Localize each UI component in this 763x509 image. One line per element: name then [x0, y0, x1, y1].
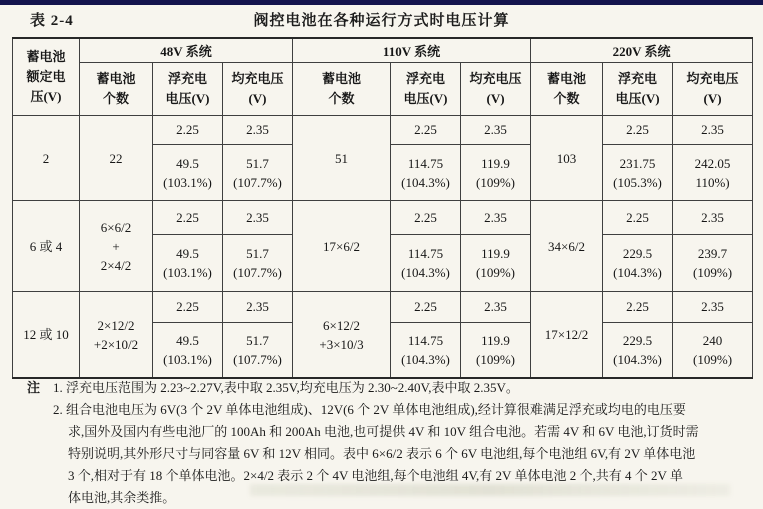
title-bar: [0, 9, 763, 33]
voltage-percent: (109%): [693, 265, 733, 280]
cell-voltage-per-unit: 2.35: [673, 201, 752, 235]
float-voltage-cell-110v: [391, 201, 461, 292]
rated-voltage-value: 2: [42, 150, 50, 166]
float-voltage-cell-48v: [153, 292, 223, 379]
battery-count-line: 2×12/2: [97, 317, 135, 333]
equalize-voltage-cell-110v: [461, 292, 531, 379]
subheader-equalize-110v: [461, 63, 531, 116]
total-voltage: [153, 235, 222, 291]
total-voltage-value: 240: [702, 333, 723, 348]
cell-voltage-per-unit: 2.25: [153, 201, 222, 235]
subheader-line: (V): [703, 91, 722, 106]
voltage-percent: (104.3%): [401, 352, 450, 367]
subheader-equalize-48v: [223, 63, 293, 116]
voltage-percent: (103.1%): [163, 352, 212, 367]
battery-count-cell-220v: [531, 116, 603, 201]
battery-count-cell-220v: [531, 292, 603, 379]
table-row: [13, 292, 753, 379]
equalize-voltage-cell-110v: [461, 201, 531, 292]
cell-voltage-per-unit: 2.25: [391, 292, 460, 323]
voltage-percent: (103.1%): [163, 265, 212, 280]
cell-voltage-per-unit: 2.35: [223, 201, 292, 235]
cell-voltage-per-unit: 2.35: [223, 116, 292, 145]
page-showthrough-artifact: [250, 484, 730, 496]
corner-header-rated-voltage: [13, 38, 80, 116]
total-voltage-value: 242.05: [694, 155, 731, 171]
table-number-label: 表 2-4: [30, 13, 74, 29]
battery-count-cell-48v: [80, 292, 153, 379]
rated-voltage-cell: [13, 201, 80, 292]
subheader-line: 个数: [102, 91, 129, 106]
rated-voltage-cell: [13, 116, 80, 201]
subheader-float-48v: [153, 63, 223, 116]
total-voltage-value: 229.5: [622, 333, 653, 348]
subheader-line: 个数: [553, 91, 580, 106]
voltage-percent: 110%): [695, 174, 730, 190]
total-voltage-value: 49.5: [176, 333, 199, 348]
cell-voltage-per-unit: 2.35: [461, 292, 530, 323]
subheader-line: 蓄电池: [96, 71, 136, 86]
battery-count-cell-48v: [80, 116, 153, 201]
voltage-percent: (104.3%): [401, 265, 450, 280]
subheader-line: 个数: [328, 91, 355, 106]
battery-count-cell-220v: [531, 201, 603, 292]
cell-voltage-per-unit: 2.35: [223, 292, 292, 323]
total-voltage-value: 114.75: [407, 246, 444, 261]
voltage-percent: (103.1%): [163, 174, 212, 190]
battery-count-cell-110v: [293, 116, 391, 201]
battery-count-cell-110v: [293, 201, 391, 292]
total-voltage: [391, 145, 460, 200]
voltage-percent: (107.7%): [233, 265, 282, 280]
page-title: 阀控电池在各种运行方式时电压计算: [253, 13, 510, 29]
voltage-percent: (104.3%): [401, 174, 450, 190]
subheader-line: 电压(V): [403, 91, 448, 106]
battery-count-value: 103: [556, 150, 577, 166]
battery-count-value: 34×6/2: [548, 238, 585, 254]
voltage-percent: (109%): [476, 265, 515, 280]
battery-count-value: 22: [109, 150, 123, 166]
cell-voltage-per-unit: 2.35: [673, 292, 752, 323]
battery-count-line: +: [112, 238, 120, 254]
subheader-float-220v: [603, 63, 673, 116]
group-header-220v: 220V 系统: [531, 38, 753, 63]
total-voltage: [673, 235, 752, 291]
subheader-line: 电压(V): [615, 91, 660, 106]
rated-voltage-cell: [13, 292, 80, 379]
float-voltage-cell-110v: [391, 116, 461, 201]
corner-line: 额定电: [26, 69, 66, 84]
subheader-line: 蓄电池: [547, 71, 587, 86]
total-voltage: [153, 145, 222, 200]
equalize-voltage-cell-48v: [223, 292, 293, 379]
battery-count-cell-110v: [293, 292, 391, 379]
battery-count-value: 17×6/2: [323, 238, 360, 254]
voltage-percent: (104.3%): [613, 352, 662, 367]
subheader-float-110v: [391, 63, 461, 116]
total-voltage-value: 114.75: [407, 155, 444, 171]
subheader-count-48v: [80, 63, 153, 116]
cell-voltage-per-unit: 2.35: [461, 116, 530, 145]
equalize-voltage-cell-220v: [673, 201, 753, 292]
float-voltage-cell-220v: [603, 292, 673, 379]
cell-voltage-per-unit: 2.25: [603, 116, 672, 145]
note-line: 求,国外及国内有些电池厂的 100Ah 和 200Ah 电池,也可提供 4V 和 10V 组合电池。若需 4V 和 6V 电池,订货时需: [68, 424, 699, 439]
group-header-110v: 110V 系统: [293, 38, 531, 63]
total-voltage: [673, 145, 752, 200]
battery-count-value: 17×12/2: [544, 327, 589, 342]
battery-count-cell-48v: [80, 201, 153, 292]
cell-voltage-per-unit: 2.25: [153, 116, 222, 145]
subheader-line: 蓄电池: [321, 71, 361, 86]
group-header-48v: 48V 系统: [80, 38, 293, 63]
cell-voltage-per-unit: 2.25: [603, 292, 672, 323]
total-voltage: [153, 323, 222, 377]
equalize-voltage-cell-220v: [673, 116, 753, 201]
total-voltage-value: 119.9: [481, 333, 510, 348]
total-voltage-value: 114.75: [407, 333, 444, 348]
corner-line: 压(V): [30, 89, 62, 104]
total-voltage: [461, 235, 530, 291]
battery-count-value: 51: [335, 150, 348, 166]
float-voltage-cell-48v: [153, 116, 223, 201]
total-voltage-value: 49.5: [176, 155, 199, 171]
total-voltage-value: 51.7: [246, 155, 269, 171]
battery-count-line: +3×10/3: [319, 336, 364, 352]
total-voltage: [461, 145, 530, 200]
note-line: 2. 组合电池电压为 6V(3 个 2V 单体电池组成)、12V(6 个 2V 单体电池组成),经计算很难满足浮充或均电的电压要: [53, 402, 686, 417]
cell-voltage-per-unit: 2.25: [603, 201, 672, 235]
voltage-table: [12, 37, 753, 379]
float-voltage-cell-220v: [603, 116, 673, 201]
subheader-count-220v: [531, 63, 603, 116]
total-voltage: [603, 145, 672, 200]
subheader-line: 浮充电: [618, 71, 658, 86]
total-voltage: [461, 323, 530, 377]
table-row: [13, 201, 753, 292]
note-line: 特别说明,其外形尺寸与同容量 6V 和 12V 相同。表中 6×6/2 表示 6 个 6V 电池组,每个电池组 6V,有 2V 单体电池: [68, 446, 696, 461]
equalize-voltage-cell-48v: [223, 201, 293, 292]
corner-line: 蓄电池: [26, 49, 66, 64]
total-voltage-value: 239.7: [697, 246, 728, 261]
total-voltage-value: 229.5: [622, 246, 653, 261]
rated-voltage-value: 12 或 10: [23, 327, 69, 342]
cell-voltage-per-unit: 2.25: [153, 292, 222, 323]
subheader-line: (V): [486, 91, 505, 106]
total-voltage: [603, 235, 672, 291]
subheader-line: 均充电压: [231, 71, 284, 86]
total-voltage: [223, 235, 292, 291]
table-row: [13, 116, 753, 201]
total-voltage: [391, 323, 460, 377]
equalize-voltage-cell-220v: [673, 292, 753, 379]
total-voltage: [603, 323, 672, 377]
float-voltage-cell-48v: [153, 201, 223, 292]
subheader-line: 浮充电: [405, 71, 445, 86]
total-voltage-value: 231.75: [619, 155, 656, 171]
cell-voltage-per-unit: 2.35: [673, 116, 752, 145]
float-voltage-cell-220v: [603, 201, 673, 292]
voltage-percent: (109%): [476, 352, 515, 367]
total-voltage-value: 51.7: [246, 333, 269, 348]
voltage-percent: (105.3%): [613, 174, 662, 190]
equalize-voltage-cell-110v: [461, 116, 531, 201]
subheader-equalize-220v: [673, 63, 753, 116]
battery-count-line: 6×12/2: [323, 317, 360, 333]
equalize-voltage-cell-48v: [223, 116, 293, 201]
note-label: 注: [27, 380, 41, 395]
battery-count-line: 2×4/2: [100, 257, 132, 273]
subheader-line: (V): [248, 91, 267, 106]
note-line: 3 个,相对于有 18 个单体电池。2×4/2 表示 2 个 4V 电池组,每个电池组 4V,有 2V 单体电池 2 个,共有 4 个 2V 单: [68, 468, 683, 483]
total-voltage-value: 119.9: [481, 155, 510, 171]
cell-voltage-per-unit: 2.25: [391, 116, 460, 145]
total-voltage: [223, 145, 292, 200]
voltage-percent: (109%): [693, 352, 733, 367]
group-header-row: [13, 38, 753, 63]
cell-voltage-per-unit: 2.25: [391, 201, 460, 235]
battery-count-line: 6×6/2: [100, 219, 132, 235]
total-voltage: [673, 323, 752, 377]
voltage-percent: (107.7%): [233, 174, 282, 190]
total-voltage-value: 49.5: [176, 246, 199, 261]
voltage-percent: (109%): [476, 174, 515, 190]
cell-voltage-per-unit: 2.35: [461, 201, 530, 235]
total-voltage: [391, 235, 460, 291]
total-voltage: [223, 323, 292, 377]
top-scan-bar: [0, 0, 763, 5]
note-line: 1. 浮充电压范围为 2.23~2.27V,表中取 2.35V,均充电压为 2.30~2.40V,表中取 2.35V。: [53, 380, 519, 395]
voltage-percent: (107.7%): [233, 352, 282, 367]
total-voltage-value: 119.9: [481, 246, 510, 261]
subheader-line: 均充电压: [686, 71, 739, 86]
float-voltage-cell-110v: [391, 292, 461, 379]
note-line: 体电池,其余类推。: [68, 490, 176, 505]
voltage-percent: (104.3%): [613, 265, 662, 280]
rated-voltage-value: 6 或 4: [29, 238, 63, 254]
subheader-count-110v: [293, 63, 391, 116]
subheader-line: 浮充电: [167, 71, 207, 86]
subheader-line: 均充电压: [469, 71, 522, 86]
total-voltage-value: 51.7: [246, 246, 269, 261]
subheader-line: 电压(V): [165, 91, 210, 106]
battery-count-line: +2×10/2: [93, 336, 139, 352]
sub-header-row: [13, 63, 753, 116]
